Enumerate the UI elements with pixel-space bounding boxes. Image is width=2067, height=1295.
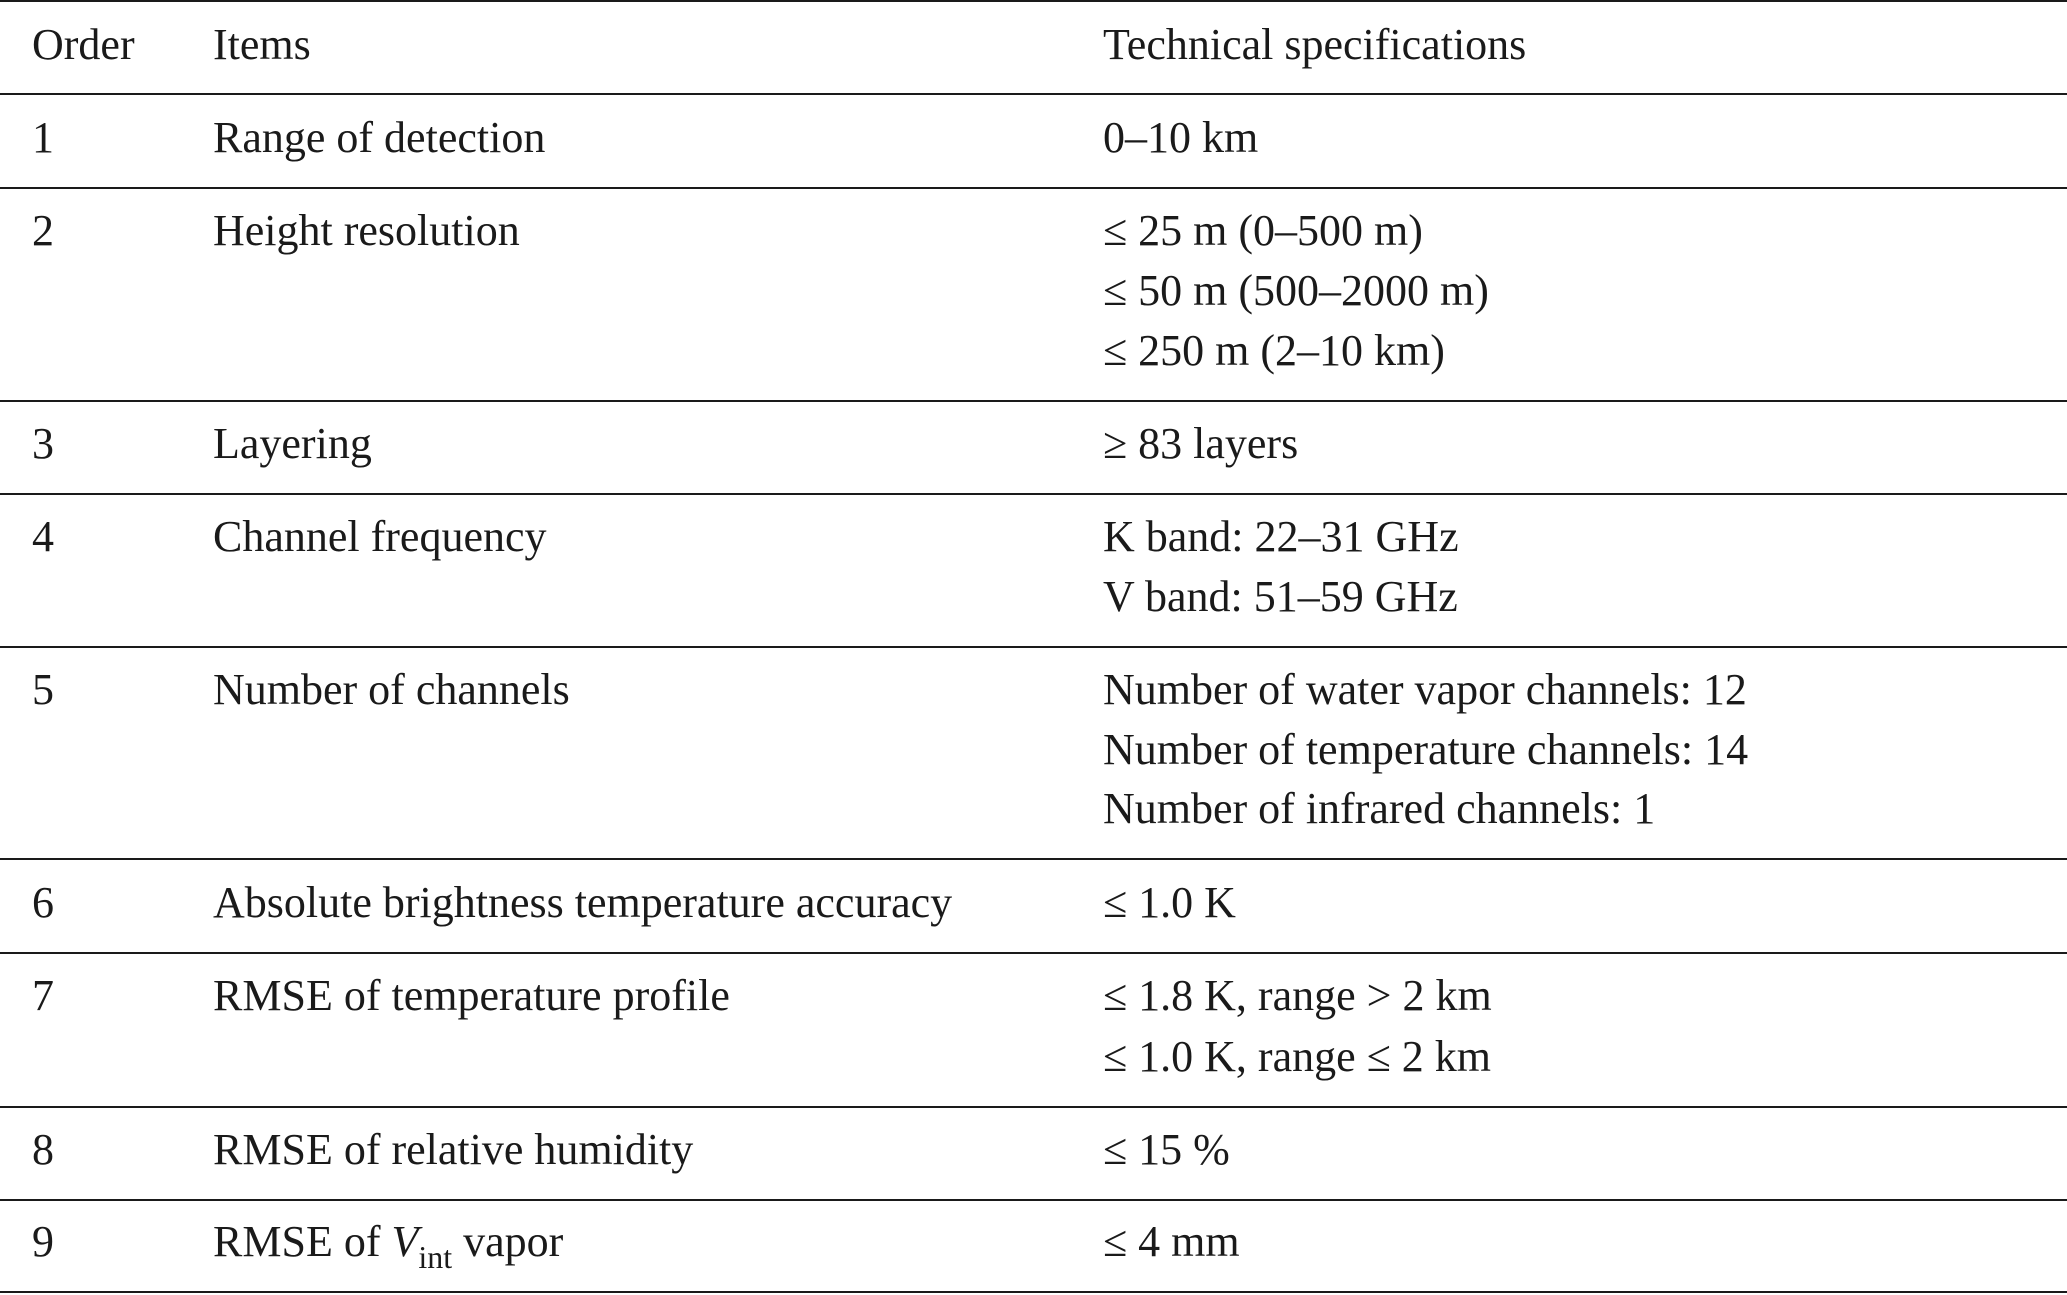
row-rule [0,1199,2067,1201]
item-suffix: vapor [452,1217,564,1266]
item-prefix: RMSE of [213,1217,392,1266]
row-order: 9 [32,1217,54,1266]
row-order: 2 [32,206,54,255]
row-order: 4 [32,512,54,561]
row-order: 3 [32,419,54,468]
row-item: Layering [213,419,372,468]
row-spec-line: V band: 51–59 GHz [1103,572,1458,621]
row-spec-line: Number of temperature channels: 14 [1103,725,1749,774]
row-spec-line: ≤ 4 mm [1103,1217,1240,1266]
bottom-rule [0,1291,2067,1293]
row-rule [0,1106,2067,1108]
row-item: RMSE of relative humidity [213,1125,694,1174]
row-item: Number of channels [213,665,570,714]
row-order: 5 [32,665,54,714]
row-spec-line: ≤ 1.0 K, range ≤ 2 km [1103,1032,1492,1081]
row-item: Channel frequency [213,512,547,561]
row-order: 8 [32,1125,54,1174]
row-spec-line: Number of water vapor channels: 12 [1103,665,1747,714]
row-order: 6 [32,878,54,927]
header-spec: Technical specifications [1103,20,1527,69]
row-rule [0,646,2067,648]
row-item [213,1212,564,1275]
row-spec-line: ≤ 1.8 K, range > 2 km [1103,971,1492,1020]
row-order: 7 [32,971,54,1020]
row-spec-line: 0–10 km [1103,113,1259,162]
top-rule [0,0,2067,2]
item-subscript: int [418,1239,453,1275]
row-rule [0,493,2067,495]
row-item: Height resolution [213,206,520,255]
item-variable: V [391,1217,419,1266]
header-items: Items [213,20,311,69]
row-spec-line: ≤ 250 m (2–10 km) [1103,326,1445,375]
header-rule [0,93,2067,95]
row-item: Range of detection [213,113,546,162]
row-item: Absolute brightness temperature accuracy [213,878,953,927]
row-item: RMSE of temperature profile [213,971,730,1020]
header-order: Order [32,20,135,69]
row-rule [0,400,2067,402]
row-rule [0,952,2067,954]
row-spec-line: ≥ 83 layers [1103,419,1299,468]
row-order: 1 [32,113,54,162]
row-spec-line: ≤ 1.0 K [1103,878,1236,927]
row-spec-line: ≤ 15 % [1103,1125,1230,1174]
row-rule [0,858,2067,860]
row-rule [0,187,2067,189]
row-spec-line: K band: 22–31 GHz [1103,512,1459,561]
row-spec-line: Number of infrared channels: 1 [1103,784,1656,833]
row-spec-line: ≤ 25 m (0–500 m) [1103,206,1423,255]
row-spec-line: ≤ 50 m (500–2000 m) [1103,266,1489,315]
